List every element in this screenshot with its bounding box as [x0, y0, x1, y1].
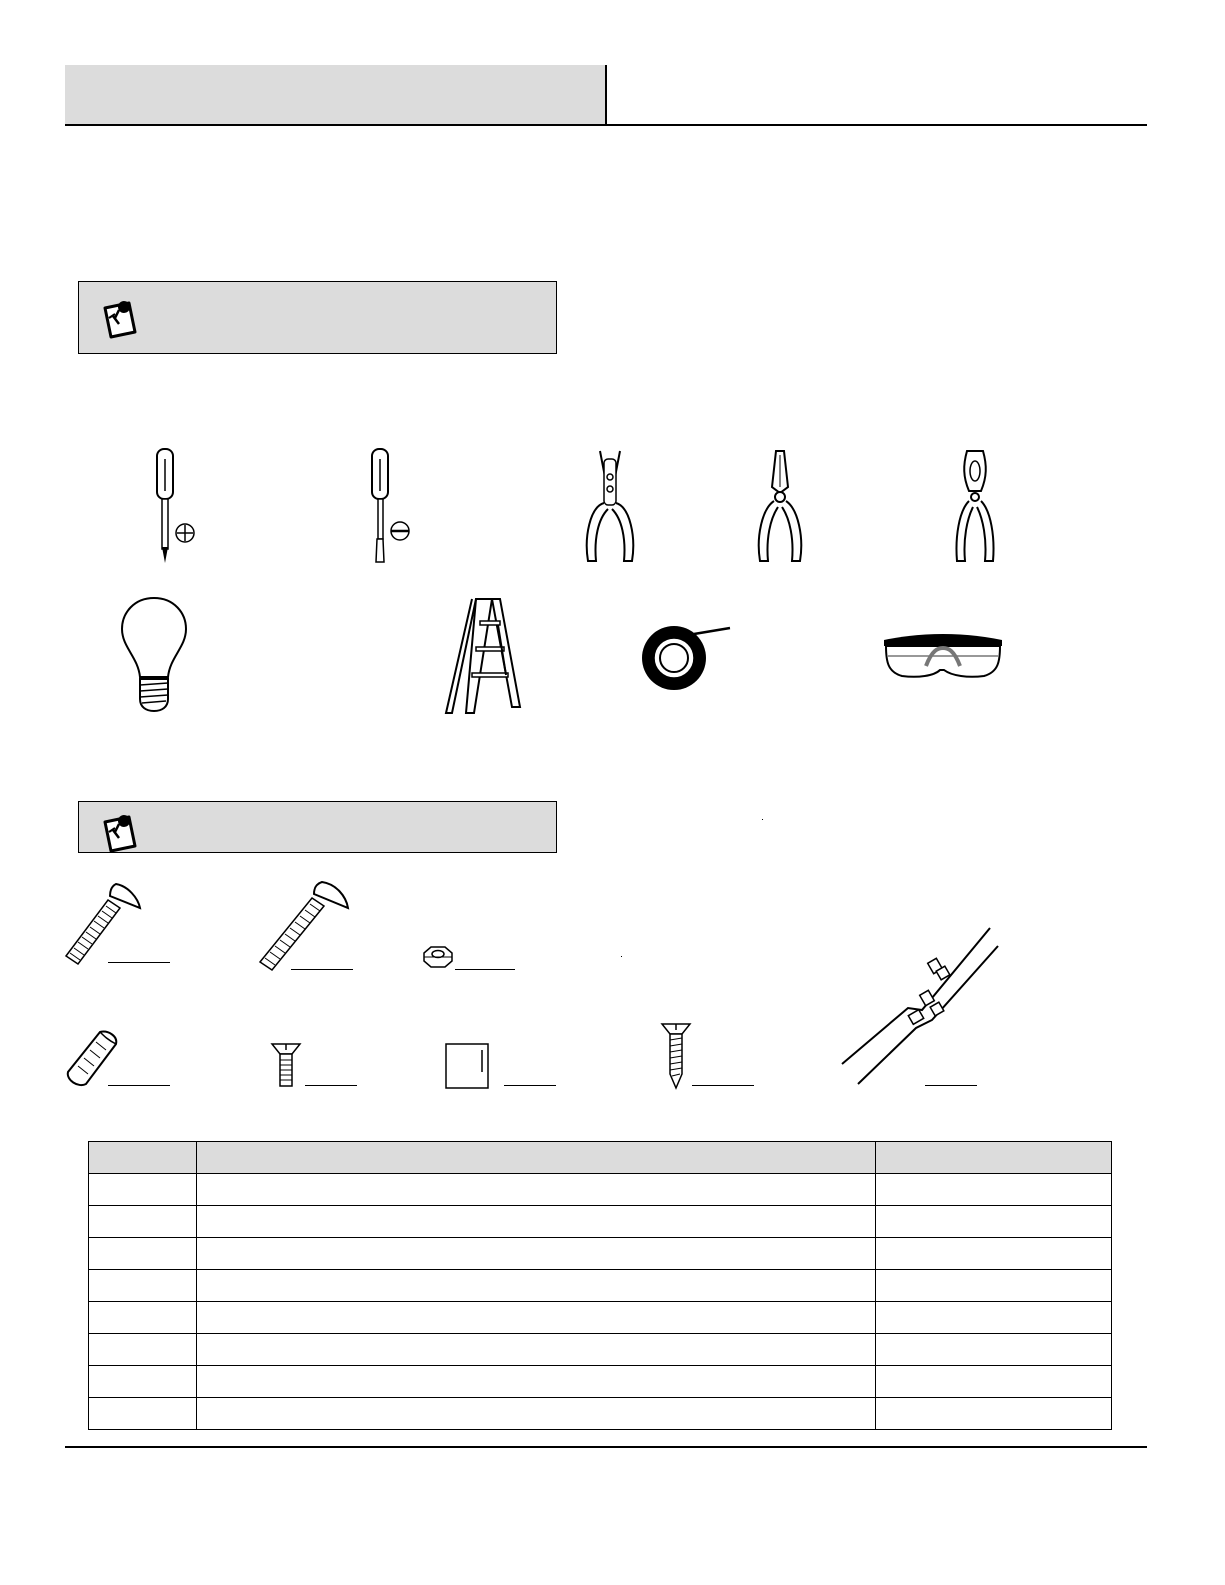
- table-cell: [197, 1398, 876, 1430]
- table-header-description: [197, 1142, 876, 1174]
- table-cell: [89, 1206, 197, 1238]
- header-rule: [65, 124, 1147, 126]
- hardware-label-line: [925, 1085, 977, 1086]
- table-cell: [197, 1174, 876, 1206]
- table-header-part: [89, 1142, 197, 1174]
- long-bolt-icon: [62, 880, 144, 968]
- table-cell: [89, 1174, 197, 1206]
- light-bulb-icon: [118, 595, 190, 715]
- table-cell: [876, 1270, 1112, 1302]
- hardware-label-line: [455, 969, 515, 970]
- note-box-tools: [78, 281, 557, 354]
- table-row: [89, 1206, 1112, 1238]
- hardware-label-line: [108, 1085, 170, 1086]
- table-cell: [876, 1302, 1112, 1334]
- table-cell: [876, 1206, 1112, 1238]
- table-cell: [89, 1238, 197, 1270]
- table-cell: [89, 1334, 197, 1366]
- table-row: [89, 1174, 1112, 1206]
- table-cell: [197, 1366, 876, 1398]
- parts-table: [88, 1141, 1112, 1430]
- hex-nut-icon: [421, 945, 455, 969]
- table-cell: [197, 1270, 876, 1302]
- table-cell: [89, 1270, 197, 1302]
- wire-cutter-icon: [750, 447, 810, 567]
- table-cell: [876, 1238, 1112, 1270]
- phillips-screwdriver-icon: [145, 447, 205, 567]
- footer-rule: [65, 1446, 1147, 1448]
- hardware-label-line: [291, 969, 353, 970]
- table-cell: [876, 1334, 1112, 1366]
- wood-screw-icon: [660, 1020, 692, 1092]
- wire-connector-icon: [60, 1028, 120, 1088]
- header-box: [65, 65, 607, 125]
- table-row: [89, 1334, 1112, 1366]
- table-header-quantity: [876, 1142, 1112, 1174]
- safety-glasses-icon: [882, 630, 1004, 682]
- speck: [762, 819, 763, 820]
- table-cell: [876, 1174, 1112, 1206]
- hardware-label-line: [108, 962, 170, 963]
- step-ladder-icon: [442, 595, 526, 717]
- table-row: [89, 1270, 1112, 1302]
- hardware-label-line: [692, 1085, 754, 1086]
- table-cell: [197, 1238, 876, 1270]
- table-cell: [197, 1302, 876, 1334]
- table-header-row: [89, 1142, 1112, 1174]
- pliers-icon: [945, 447, 1005, 567]
- mounting-wire-icon: [836, 924, 1002, 1090]
- hardware-label-line: [504, 1085, 556, 1086]
- wire-stripper-icon: [580, 447, 640, 567]
- table-cell: [89, 1398, 197, 1430]
- table-row: [89, 1366, 1112, 1398]
- short-screw-icon: [270, 1040, 302, 1090]
- plate-icon: [444, 1042, 492, 1092]
- table-cell: [197, 1334, 876, 1366]
- note-pin-icon: [99, 808, 143, 854]
- note-pin-icon: [99, 294, 143, 340]
- flathead-screwdriver-icon: [360, 447, 420, 567]
- table-row: [89, 1302, 1112, 1334]
- hardware-label-line: [305, 1085, 357, 1086]
- table-cell: [89, 1366, 197, 1398]
- speck: [621, 956, 622, 957]
- table-row: [89, 1238, 1112, 1270]
- note-box-hardware: [78, 801, 557, 853]
- table-cell: [89, 1302, 197, 1334]
- long-bolt-icon: [256, 878, 352, 974]
- table-cell: [197, 1206, 876, 1238]
- electrical-tape-icon: [634, 620, 734, 692]
- table-cell: [876, 1398, 1112, 1430]
- table-row: [89, 1398, 1112, 1430]
- table-cell: [876, 1366, 1112, 1398]
